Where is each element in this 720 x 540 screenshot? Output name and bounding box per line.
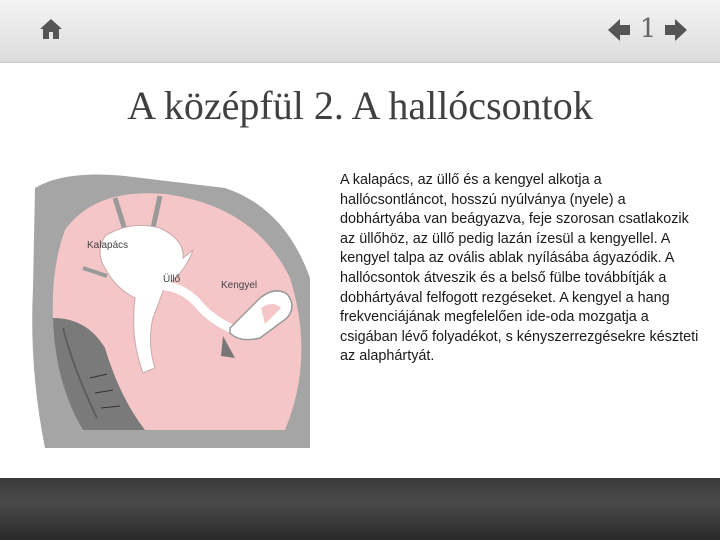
right-arrow-icon[interactable] [663,17,689,43]
ossicles-illustration [25,168,315,458]
left-arrow-icon[interactable] [606,17,632,43]
slide-body-text: A kalapács, az üllő és a kengyel alkotja a hallócsontláncot, hosszú nyúlványa (nyele) a dobhártyába van beágyazva, feje szorosan csatlakozik az üllőhöz, az üllő pedig lazán ízesül a kengyellel. A kengyel talpa az ovális ablak nyílásába ágyazódik. A hallócsontok átveszik és a belső fülbe továbbítják a dobhártyával felfogott rezgéseket. A kengyel a hang frekvenciájának megfelelően ide-oda mozgatja a csigában lévő folyadékot, s kényszerrezgésekre készteti az alaphártyát. [340,172,699,365]
top-navigation-bar [0,0,720,63]
slide-number: 1 [639,14,657,44]
label-stapes: Kengyel [221,280,258,291]
home-icon[interactable] [38,16,64,42]
bottom-bar [0,478,720,540]
slide-title: A középfül 2. A hallócsontok [127,83,593,128]
label-malleus: Kalapács [87,240,129,251]
label-incus: Üllő [163,274,181,285]
